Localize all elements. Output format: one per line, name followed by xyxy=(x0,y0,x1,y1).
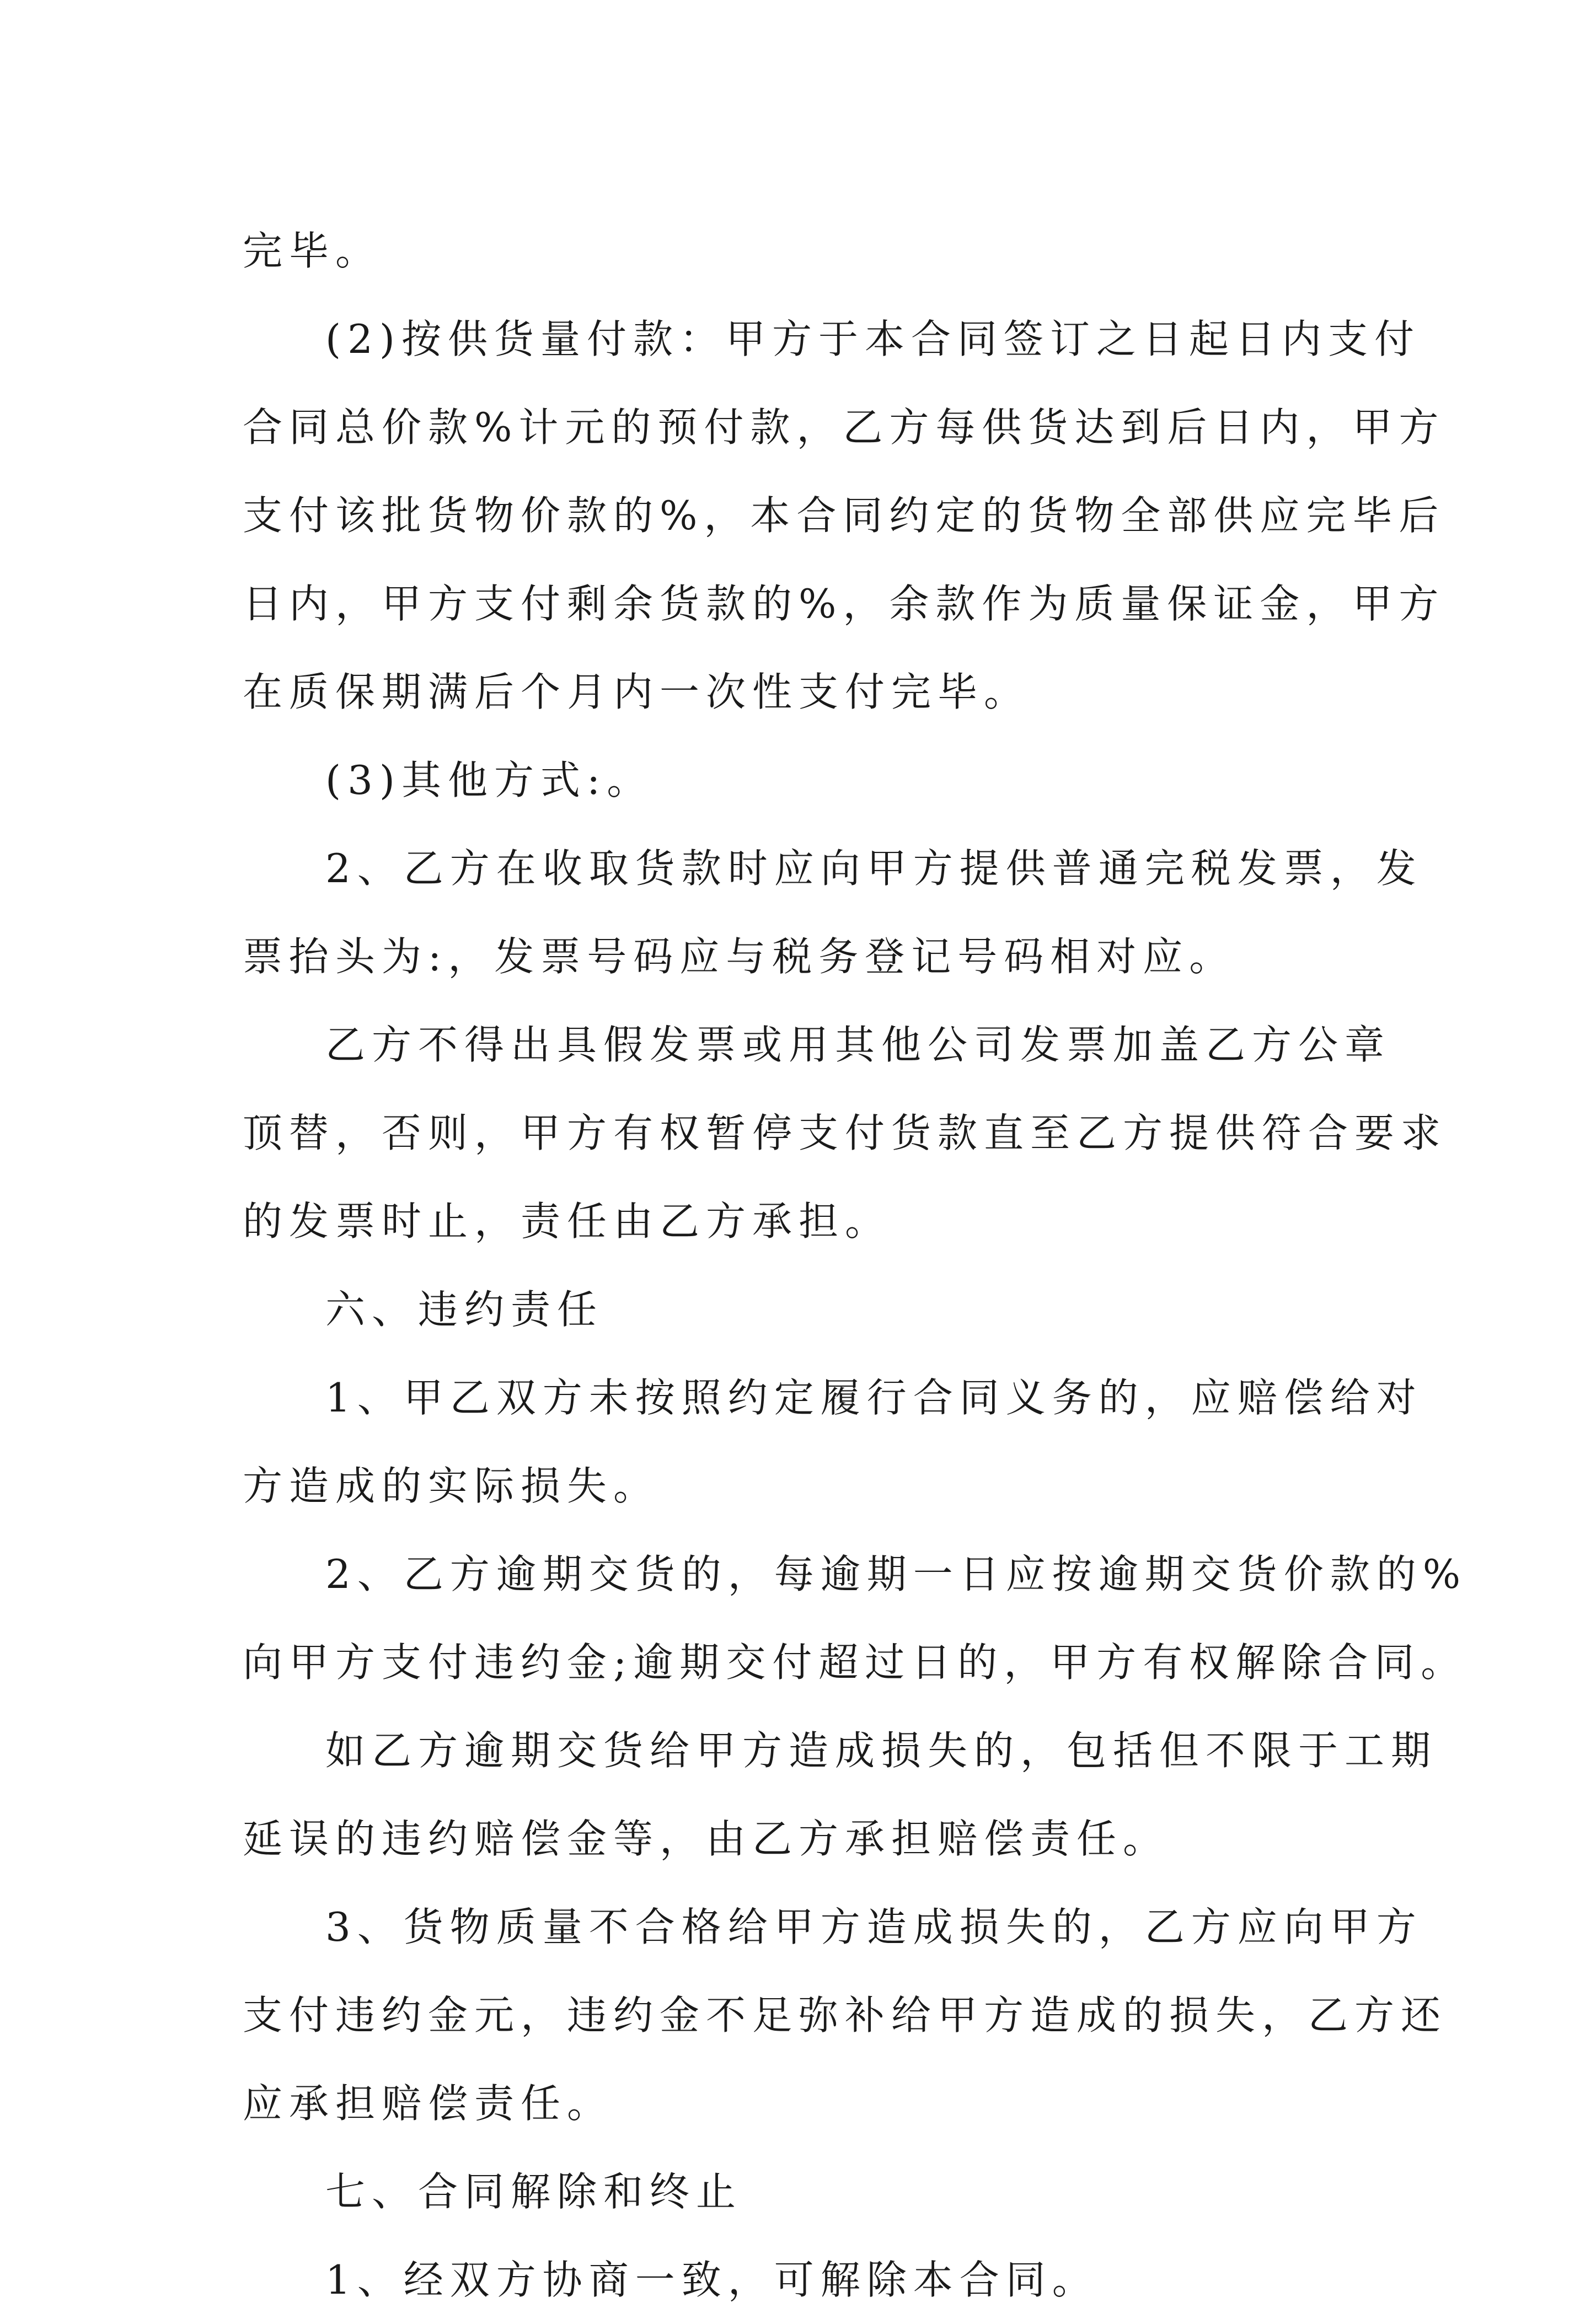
text-line: 2、乙方在收取货款时应向甲方提供普通完税发票，发 xyxy=(325,845,1423,892)
text-line: 方造成的实际损失。 xyxy=(243,1463,660,1509)
text-line: 票抬头为:，发票号码应与税务登记号码相对应。 xyxy=(243,933,1236,980)
text-line: 1、甲乙双方未按照约定履行合同义务的，应赔偿给对 xyxy=(325,1375,1423,1421)
text-line: 合同总价款%计元的预付款，乙方每供货达到后日内，甲方 xyxy=(243,404,1445,450)
document-body xyxy=(243,207,1468,2324)
text-line: 顶替，否则，甲方有权暂停支付货款直至乙方提供符合要求 xyxy=(243,1110,1448,1156)
text-line: 3、货物质量不合格给甲方造成损失的，乙方应向甲方 xyxy=(325,1904,1423,1950)
text-line: 1、经双方协商一致，可解除本合同。 xyxy=(325,2257,1099,2303)
text-line: 支付该批货物价款的%，本合同约定的货物全部供应完毕后 xyxy=(243,492,1445,539)
text-line: 完毕。 xyxy=(243,228,382,274)
text-line: 应承担赔偿责任。 xyxy=(243,2080,614,2127)
text-line: 日内，甲方支付剩余货款的%，余款作为质量保证金，甲方 xyxy=(243,581,1445,627)
text-line: 2、乙方逾期交货的，每逾期一日应按逾期交货价款的% xyxy=(325,1551,1468,1597)
text-line: 如乙方逾期交货给甲方造成损失的，包括但不限于工期 xyxy=(325,1727,1438,1774)
text-line: 的发票时止，责任由乙方承担。 xyxy=(243,1198,892,1244)
section-heading: 六、违约责任 xyxy=(325,1286,604,1333)
text-line: (2)按供货量付款：甲方于本合同签订之日起日内支付 xyxy=(325,316,1421,362)
text-line: (3)其他方式:。 xyxy=(325,757,654,803)
text-line: 支付违约金元，违约金不足弥补给甲方造成的损失，乙方还 xyxy=(243,1992,1448,2038)
text-line: 向甲方支付违约金;逾期交付超过日的，甲方有权解除合同。 xyxy=(243,1639,1468,1686)
text-line: 乙方不得出具假发票或用其他公司发票加盖乙方公章 xyxy=(325,1022,1391,1068)
text-line: 延误的违约赔偿金等，由乙方承担赔偿责任。 xyxy=(243,1816,1170,1862)
section-heading: 七、合同解除和终止 xyxy=(325,2169,743,2215)
text-line: 在质保期满后个月内一次性支付完毕。 xyxy=(243,669,1031,715)
